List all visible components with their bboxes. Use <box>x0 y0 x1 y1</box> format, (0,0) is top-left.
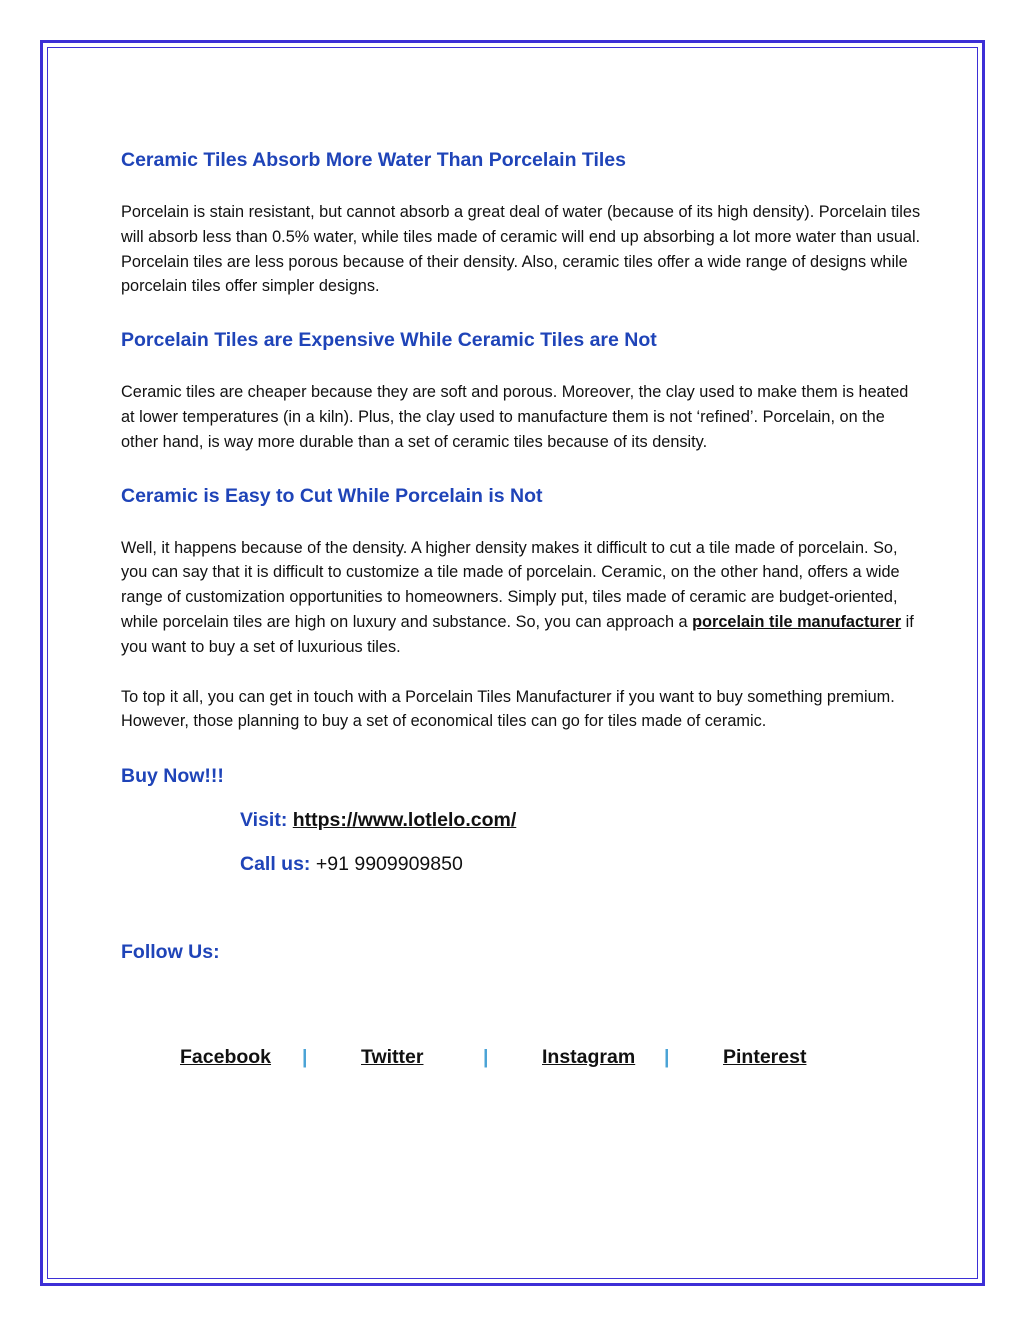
section-body-price: Ceramic tiles are cheaper because they are soft and porous. Moreover, the clay used to make them is heated at lower temperatures (in a kiln). Plus, the clay used to manufacture them is not ‘refined’. Porcelain, on the other hand, is way more durable than a set of ceramic tiles because of its density. <box>121 383 909 451</box>
porcelain-tile-manufacturer-link[interactable]: porcelain tile manufacturer <box>692 612 902 631</box>
separator: | <box>664 1046 670 1068</box>
cutting-text-before-link: Well, it happens because of the density. A higher density makes it difficult to cut a tile made of porcelain. So, you can say that it is difficult to customize a tile made of porcelain. Ceramic, on the other hand, offers a wide range of customization opportunities to homeowners. Simply put, tiles made of ceramic are budget-oriented, while porcelain tiles are high on luxury and substance. So, you can approach a <box>121 538 900 631</box>
section-heading-price: Porcelain Tiles are Expensive While Ceramic Tiles are Not <box>121 329 657 352</box>
section-heading-water-absorption: Ceramic Tiles Absorb More Water Than Porcelain Tiles <box>121 149 626 171</box>
phone-number: +91 9909909850 <box>315 853 463 876</box>
facebook-link[interactable]: Facebook <box>180 1046 272 1068</box>
pinterest-link[interactable]: Pinterest <box>723 1046 807 1068</box>
section-body-conclusion: To top it all, you can get in touch with a Porcelain Tiles Manufacturer if you want to buy something premium. However, those planning to buy a set of economical tiles can go for tiles made of ceramic. <box>121 687 895 731</box>
website-link[interactable]: https://www.lotlelo.com/ <box>292 809 517 832</box>
visit-label: Visit: <box>240 809 288 832</box>
separator: | <box>483 1046 489 1068</box>
buy-now-heading: Buy Now!!! <box>121 765 224 788</box>
call-row <box>121 850 921 878</box>
separator: | <box>302 1046 308 1068</box>
document-content <box>121 146 921 966</box>
section-body-water-absorption: Porcelain is stain resistant, but cannot absorb a great deal of water (because of its high density). Porcelain tiles will absorb less than 0.5% water, while tiles made of ceramic will end up absorbing a lot more water than usual. Porcelain tiles are less porous because of their density. Also, ceramic tiles offer a wide range of designs while porcelain tiles offer simpler designs. <box>121 203 921 296</box>
cutting-text-after-link: if you want to buy a set of luxurious tiles. <box>121 612 914 656</box>
twitter-link[interactable]: Twitter <box>361 1046 424 1068</box>
social-links <box>180 1046 820 1074</box>
instagram-link[interactable]: Instagram <box>542 1046 636 1068</box>
follow-us-heading: Follow Us: <box>121 941 220 964</box>
section-body-cutting <box>121 536 921 660</box>
visit-row <box>121 806 921 834</box>
call-label: Call us: <box>240 853 311 876</box>
section-heading-cutting: Ceramic is Easy to Cut While Porcelain is Not <box>121 484 543 507</box>
